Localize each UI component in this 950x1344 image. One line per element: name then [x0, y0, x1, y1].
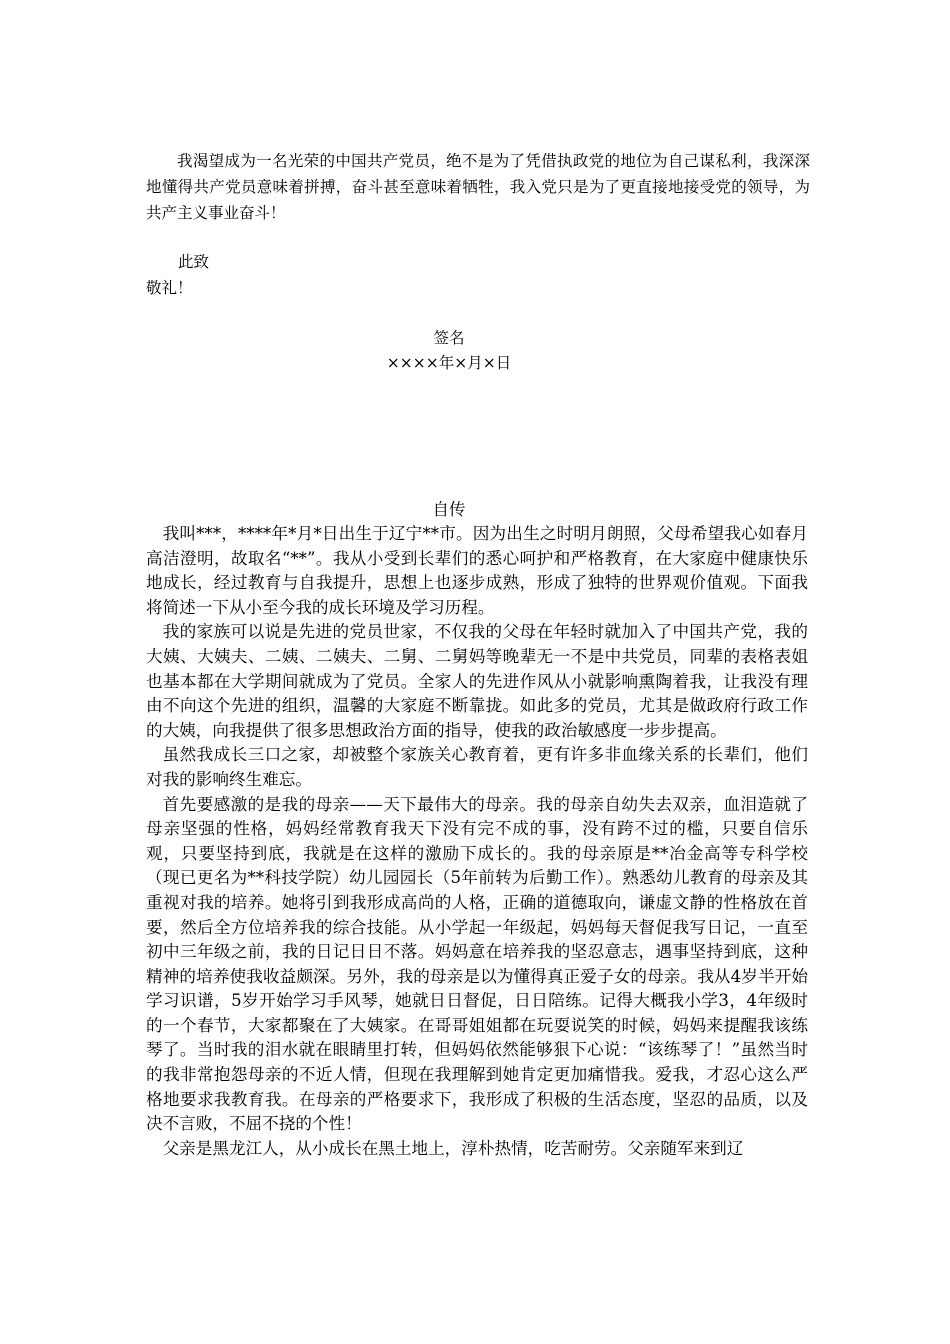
- letter-body: [146, 148, 810, 226]
- autobiography-body: [146, 522, 808, 1161]
- autobiography-paragraph: 虽然我成长三口之家，却被整个家族关心教育着，更有许多非血缘关系的长辈们，他们对我的影响终生难忘。: [146, 745, 808, 789]
- autobiography-paragraph: 首先要感激的是我的母亲——天下最伟大的母亲。我的母亲自幼失去双亲，血泪造就了母亲坚强的性格，妈妈经常教育我天下没有完不成的事，没有跨不过的槛，只要自信乐观，只要坚持到底，我就是在这样的激励下成长的。我的母亲原是**冶金高等专科学校（现已更名为**科技学院）幼儿园园长（5年前转为后勤工作）。熟悉幼儿教育的母亲及其重视对我的培养。她将引到我形成高尚的人格，正确的道德取向，谦虚文静的性格放在首要，然后全方位培养我的综合技能。从小学起一年级起，妈妈每天督促我写日记，一直至初中三年级之前，我的日记日日不落。妈妈意在培养我的坚忍意志，遇事坚持到底，这种精神的培养使我收益颇深。另外，我的母亲是以为懂得真正爱子女的母亲。我从4岁半开始学习识谱，5岁开始学习手风琴，她就日日督促，日日陪练。记得大概我小学3，4年级时的一个春节，大家都聚在了大姨家。在哥哥姐姐都在玩耍说笑的时候，妈妈来提醒我该练琴了。当时我的泪水就在眼睛里打转，但妈妈依然能够狠下心说：“该练琴了！”虽然当时的我非常抱怨母亲的不近人情，但现在我理解到她肯定更加痛惜我。爱我，才忍心这么严格地要求我教育我。在母亲的严格要求下，我形成了积极的生活态度，坚忍的品质，以及决不言败，不屈不挠的个性！: [146, 794, 808, 1134]
- letter-paragraph: 我渴望成为一名光荣的中国共产党员，绝不是为了凭借执政党的地位为自己谋私利，我深深地懂得共产党员意味着拼搏，奋斗甚至意味着牺牲，我入党只是为了更直接地接受党的领导，为共产主义事业奋斗！: [146, 152, 810, 222]
- autobiography-paragraph: 我叫***，****年*月*日出生于辽宁**市。因为出生之时明月朗照，父母希望我心如春月高洁澄明，故取名“**”。我从小受到长辈们的悉心呵护和严格教育，在大家庭中健康快乐地成长，经过教育与自我提升，思想上也逐步成熟，形成了独特的世界观价值观。下面我将简述一下从小至今我的成长环境及学习历程。: [146, 524, 808, 617]
- closing-jingli: 敬礼！: [146, 279, 193, 297]
- autobiography-paragraph: 父亲是黑龙江人，从小成长在黑土地上，淳朴热情，吃苦耐劳。父亲随军来到辽: [162, 1138, 744, 1158]
- signature-label: 签名: [433, 329, 465, 347]
- signature-date: ××××年×月×日: [386, 354, 512, 372]
- closing-cizhi: 此致: [178, 253, 210, 271]
- autobiography-paragraph: 我的家族可以说是先进的党员世家，不仅我的父母在年轻时就加入了中国共产党，我的大姨、大姨夫、二姨、二姨夫、二舅、二舅妈等晚辈无一不是中共党员，同辈的表格表姐也基本都在大学期间就成为了党员。全家人的先进作风从小就影响熏陶着我，让我没有理由不向这个先进的组织，温馨的大家庭不断靠拢。如此多的党员，尤其是做政府行政工作的大姨，向我提供了很多思想政治方面的指导，使我的政治敏感度一步步提高。: [146, 622, 808, 740]
- autobiography-title: 自传: [432, 500, 466, 519]
